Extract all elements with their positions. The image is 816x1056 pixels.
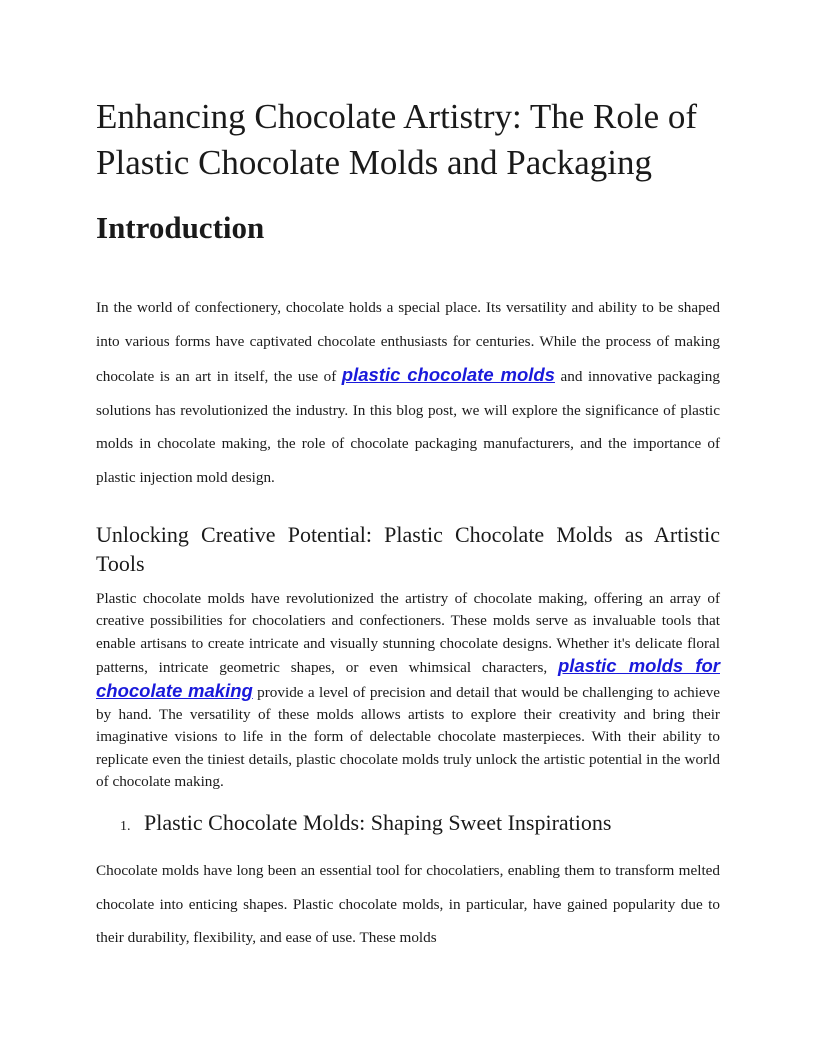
intro-paragraph [96, 291, 720, 494]
section-text-before-link: Plastic chocolate molds have revolutionized the artistry of chocolate making, offering an array of creative possibilities for chocolatiers and confectioners. These molds serve as invaluable tools that enable artisans to create intricate and visually stunning chocolate designs. Whether it's delicate floral patterns, intricate geometric shapes, or even whimsical characters, [96, 590, 720, 677]
plastic-molds-for-chocolate-making-link[interactable]: plastic molds for chocolate making [96, 655, 720, 701]
list-item-heading [120, 808, 611, 842]
section-text-after-link: provide a level of precision and detail that would be challenging to achieve by hand. The versatility of these molds allows artists to explore their creativity and bring their imaginative visions to life in the form of delectable chocolate masterpieces. With their ability to replicate even the tiniest details, plastic chocolate molds truly unlock the artistic potential in the world of chocolate making. [96, 683, 720, 791]
document-title: Enhancing Chocolate Artistry: The Role of Plastic Chocolate Molds and Packaging [96, 97, 698, 182]
plastic-chocolate-molds-link[interactable]: plastic chocolate molds [341, 364, 555, 385]
list-paragraph: Chocolate molds have long been an essential tool for chocolatiers, enabling them to transform melted chocolate into enticing shapes. Plastic chocolate molds, in particular, have gained popularity due to their durability, flexibility, and ease of use. These molds [96, 862, 720, 946]
section-heading: Unlocking Creative Potential: Plastic Chocolate Molds as Artistic Tools [96, 522, 720, 576]
intro-text-before-link: In the world of confectionery, chocolate holds a special place. Its versatility and ability to be shaped into various forms have captivated chocolate enthusiasts for centuries. While the process of making chocolate is an art in itself, the use of [96, 299, 720, 385]
list-item-title: Plastic Chocolate Molds: Shaping Sweet Inspirations [144, 810, 612, 835]
intro-heading: Introduction [96, 210, 265, 245]
intro-text-after-link: and innovative packaging solutions has revolutionized the industry. In this blog post, we will explore the significance of plastic molds in chocolate making, the role of chocolate packaging manufacturers, and the importance of plastic injection mold design. [96, 368, 720, 486]
list-item-number: 1. [120, 819, 131, 834]
section-paragraph [96, 588, 720, 794]
